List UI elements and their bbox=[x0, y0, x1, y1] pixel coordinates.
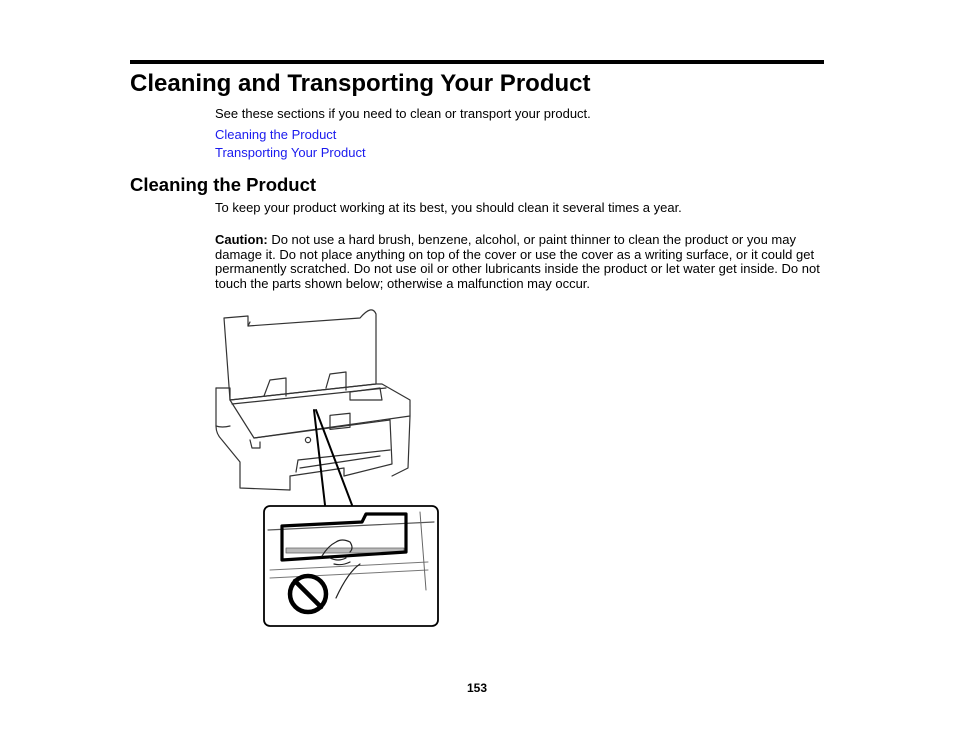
caution-label: Caution: bbox=[215, 232, 268, 247]
section-heading: Cleaning the Product bbox=[130, 174, 317, 195]
no-touch-icon bbox=[290, 576, 326, 612]
link-cleaning-the-product[interactable]: Cleaning the Product bbox=[215, 127, 337, 142]
intro-text: See these sections if you need to clean or transport your product. bbox=[215, 106, 591, 121]
caution-note bbox=[215, 233, 825, 291]
title-rule bbox=[130, 60, 824, 64]
page-number: 153 bbox=[466, 681, 488, 695]
page-title: Cleaning and Transporting Your Product bbox=[130, 70, 591, 97]
caution-text: Do not use a hard brush, benzene, alcohol, or paint thinner to clean the product or you may damage it. Do not place anything on top of the cover or use the cover as a writing surface, or it could get permanently scratched. Do not use oil or other lubricants inside the product or let water get inside. Do not touch the parts shown below; otherwise a malfunction may occur. bbox=[215, 232, 820, 291]
zoom-inset bbox=[264, 506, 438, 626]
link-transporting-your-product[interactable]: Transporting Your Product bbox=[215, 145, 366, 160]
section-paragraph: To keep your product working at its best, you should clean it several times a year. bbox=[215, 200, 682, 215]
callout-lines bbox=[314, 410, 352, 505]
printer-illustration bbox=[210, 300, 446, 632]
printer-body bbox=[216, 372, 410, 490]
